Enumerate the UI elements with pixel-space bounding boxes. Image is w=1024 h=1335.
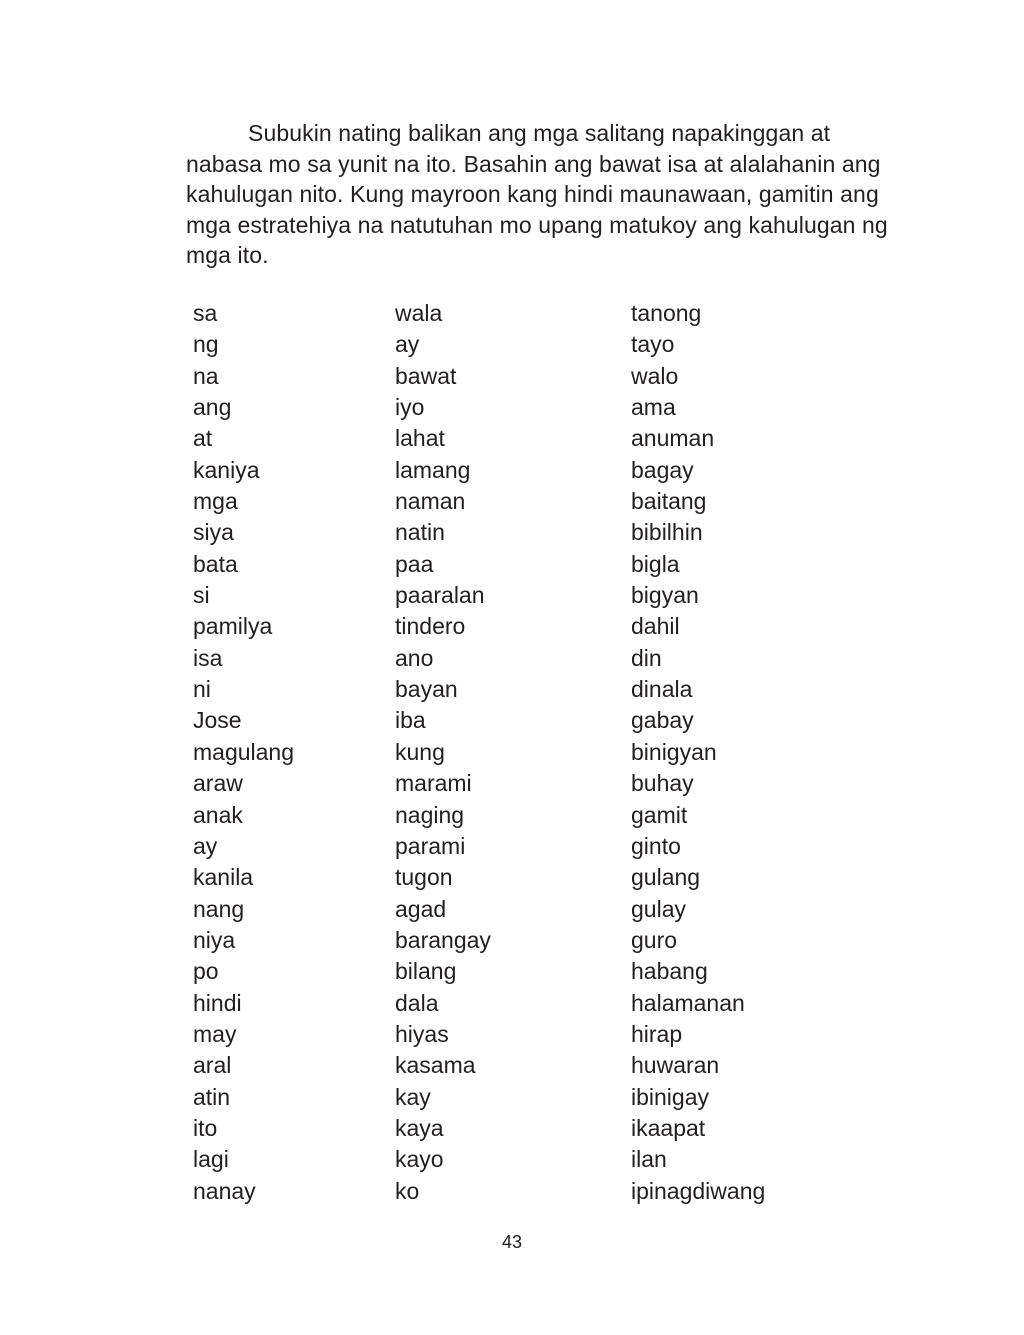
- word-column-1: [193, 298, 294, 1207]
- word-item: din: [631, 644, 662, 671]
- word-item: sa: [193, 300, 218, 326]
- word-item: magulang: [193, 738, 295, 765]
- word-item: naging: [395, 801, 465, 828]
- word-item: gulay: [631, 895, 686, 922]
- word-item: natin: [395, 519, 445, 546]
- word-item: ipinagdiwang: [631, 1177, 766, 1204]
- word-item: kayo: [395, 1146, 444, 1173]
- page-number: 43: [501, 1232, 523, 1252]
- word-item: ito: [193, 1114, 218, 1141]
- word-item: huwaran: [631, 1052, 720, 1079]
- word-item: kanila: [193, 864, 254, 891]
- word-item: aral: [193, 1052, 232, 1079]
- word-item: guro: [631, 926, 678, 953]
- word-item: baitang: [631, 488, 707, 515]
- word-column-2: [395, 298, 491, 1207]
- word-item: kung: [395, 738, 445, 765]
- word-item: ikaapat: [631, 1114, 706, 1141]
- word-item: gulang: [631, 864, 701, 891]
- word-item: may: [193, 1020, 237, 1047]
- word-item: tanong: [631, 300, 702, 326]
- word-item: pamilya: [193, 613, 273, 640]
- word-item: dahil: [631, 613, 680, 640]
- word-item: bigyan: [631, 582, 699, 609]
- word-item: atin: [193, 1083, 231, 1110]
- word-item: ko: [395, 1177, 420, 1204]
- intro-paragraph: Subukin nating balikan ang mga salitang napakinggan at nabasa mo sa yunit na ito. Basahin ang bawat isa at alalahanin ang kahulugan nito. Kung mayroon kang hindi maunawaan, gamitin ang mga estratehiya na natutuhan mo upang matukoy ang kahulugan ng mga ito.: [186, 120, 888, 268]
- word-item: halamanan: [631, 989, 745, 1016]
- word-item: nang: [193, 895, 245, 922]
- word-item: tugon: [395, 864, 453, 891]
- word-item: buhay: [631, 770, 694, 797]
- word-item: ni: [193, 676, 211, 703]
- word-item: tayo: [631, 331, 675, 358]
- word-item: paaralan: [395, 582, 485, 609]
- word-item: ay: [193, 832, 218, 859]
- page-number-footer: [0, 1230, 1024, 1254]
- word-item: iba: [395, 707, 426, 734]
- word-item: dinala: [631, 676, 693, 703]
- word-item: mga: [193, 488, 238, 515]
- word-item: wala: [395, 300, 443, 326]
- word-item: marami: [395, 770, 472, 797]
- word-item: dala: [395, 989, 439, 1016]
- word-item: walo: [631, 362, 679, 389]
- word-item: Jose: [193, 707, 242, 734]
- word-item: bibilhin: [631, 519, 703, 546]
- word-item: lagi: [193, 1146, 229, 1173]
- word-item: tindero: [395, 613, 466, 640]
- word-item: iyo: [395, 394, 425, 421]
- word-item: gamit: [631, 801, 688, 828]
- word-column-3: [631, 298, 765, 1207]
- word-item: agad: [395, 895, 447, 922]
- word-item: ano: [395, 644, 434, 671]
- word-item: anuman: [631, 425, 715, 452]
- word-item: lahat: [395, 425, 445, 452]
- word-item: na: [193, 362, 219, 389]
- word-item: bilang: [395, 958, 457, 985]
- word-item: at: [193, 425, 213, 452]
- word-item: bayan: [395, 676, 458, 703]
- word-item: po: [193, 958, 219, 985]
- word-item: naman: [395, 488, 466, 515]
- word-item: gabay: [631, 707, 694, 734]
- word-item: ay: [395, 331, 420, 358]
- word-item: barangay: [395, 926, 491, 953]
- word-item: anak: [193, 801, 243, 828]
- word-item: ilan: [631, 1146, 667, 1173]
- word-item: ama: [631, 394, 676, 421]
- word-item: hindi: [193, 989, 242, 1016]
- word-item: araw: [193, 770, 243, 797]
- word-item: hiyas: [395, 1020, 449, 1047]
- word-item: bagay: [631, 456, 694, 483]
- word-item: ang: [193, 394, 232, 421]
- word-item: habang: [631, 958, 708, 985]
- word-item: lamang: [395, 456, 471, 483]
- word-item: kaniya: [193, 456, 260, 483]
- word-item: siya: [193, 519, 234, 546]
- word-item: ng: [193, 331, 219, 358]
- word-item: ginto: [631, 832, 681, 859]
- word-item: hirap: [631, 1020, 683, 1047]
- word-item: niya: [193, 926, 236, 953]
- word-item: paa: [395, 550, 434, 577]
- word-item: si: [193, 582, 210, 609]
- word-item: bawat: [395, 362, 457, 389]
- word-item: binigyan: [631, 738, 717, 765]
- word-item: kay: [395, 1083, 431, 1110]
- word-item: nanay: [193, 1177, 256, 1204]
- word-item: kasama: [395, 1052, 476, 1079]
- word-item: bata: [193, 550, 238, 577]
- word-item: parami: [395, 832, 466, 859]
- word-item: bigla: [631, 550, 680, 577]
- word-item: isa: [193, 644, 223, 671]
- word-item: ibinigay: [631, 1083, 709, 1110]
- word-item: kaya: [395, 1114, 444, 1141]
